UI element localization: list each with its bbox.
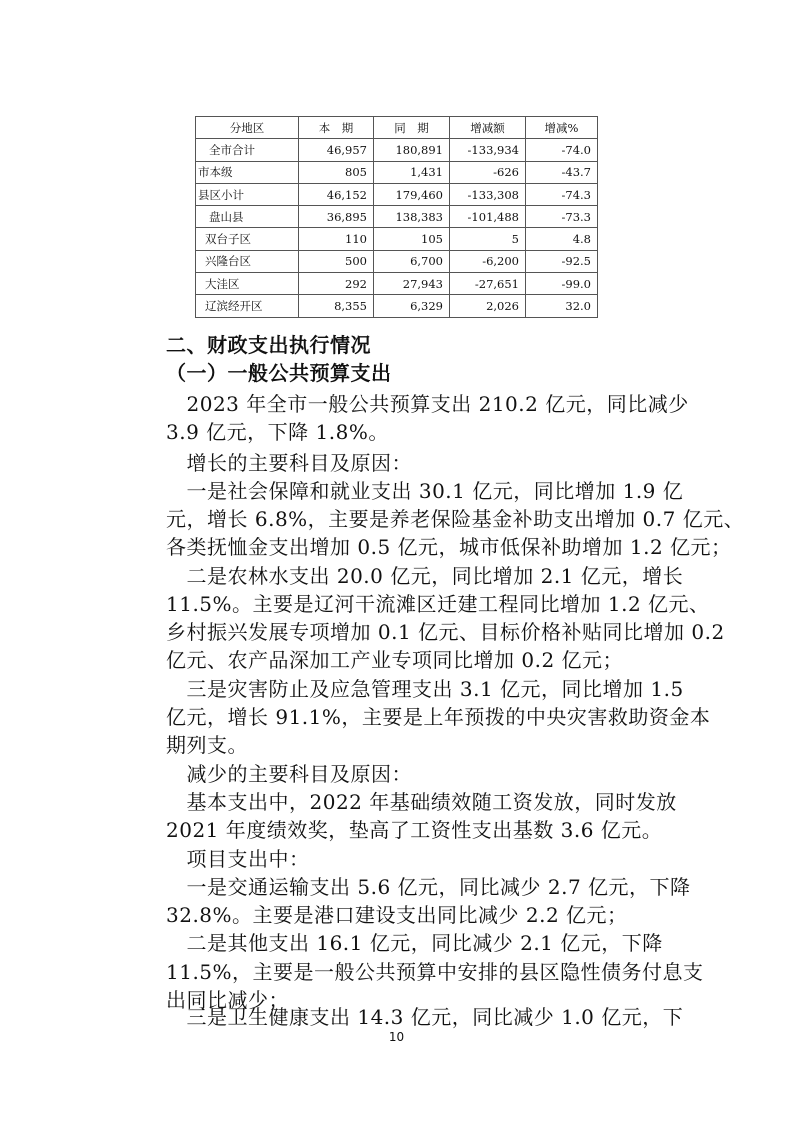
region-name: 大洼区 [196,273,299,295]
current-value: 8,355 [299,295,374,317]
previous-value: 6,329 [374,295,450,317]
region-name: 全市合计 [196,139,299,161]
body-text-line: 三是卫生健康支出 14.3 亿元，同比减少 1.0 亿元，下 [166,1005,684,1029]
body-text-line: 元，增长 6.8%，主要是养老保险基金补助支出增加 0.7 亿元、 [166,507,745,531]
body-text-line: 一是社会保障和就业支出 30.1 亿元，同比增加 1.9 亿 [166,479,684,503]
table-row [196,161,598,183]
current-value: 36,895 [299,206,374,228]
table-row [196,139,598,161]
region-name: 盘山县 [196,206,299,228]
body-text-line: 11.5%，主要是一般公共预算中安排的县区隐性债务付息支 [166,960,704,984]
body-text-line: 增长的主要科目及原因： [166,451,412,475]
change-amount: -27,651 [450,273,526,295]
body-text-line: 各类抚恤金支出增加 0.5 亿元，城市低保补助增加 1.2 亿元； [166,535,732,559]
change-amount: -626 [450,161,526,183]
current-value: 292 [299,273,374,295]
previous-value: 179,460 [374,183,450,205]
section-heading: 二、财政支出执行情况 [166,333,371,357]
body-text-line: 11.5%。主要是辽河干流滩区迁建工程同比增加 1.2 亿元、 [166,592,710,616]
region-name: 兴隆台区 [196,250,299,272]
current-value: 46,152 [299,183,374,205]
body-text-line: 基本支出中，2022 年基础绩效随工资发放，同时发放 [166,790,677,814]
change-amount: -101,488 [450,206,526,228]
table-header-row [196,117,598,139]
previous-value: 105 [374,228,450,250]
current-value: 500 [299,250,374,272]
body-text-line: 3.9 亿元，下降 1.8%。 [166,420,389,444]
region-name: 双台子区 [196,228,299,250]
table-row [196,250,598,272]
change-amount: -133,934 [450,139,526,161]
change-amount: 2,026 [450,295,526,317]
change-percent: 32.0 [526,295,598,317]
col-header-region: 分地区 [196,117,299,139]
region-name: 辽滨经开区 [196,295,299,317]
change-percent: -92.5 [526,250,598,272]
previous-value: 180,891 [374,139,450,161]
body-text-line: 一是交通运输支出 5.6 亿元，同比减少 2.7 亿元，下降 [166,875,691,899]
previous-value: 27,943 [374,273,450,295]
body-text-line: 2023 年全市一般公共预算支出 210.2 亿元，同比减少 [166,392,689,416]
table-row [196,295,598,317]
col-header-change-percent: 增减% [526,117,598,139]
change-percent: -43.7 [526,161,598,183]
body-text-line: 减少的主要科目及原因： [166,762,412,786]
change-amount: -133,308 [450,183,526,205]
current-value: 46,957 [299,139,374,161]
body-text-line: 出同比减少； [166,988,289,1012]
current-value: 805 [299,161,374,183]
col-header-current: 本 期 [299,117,374,139]
subsection-heading: （一）一般公共预算支出 [166,361,392,385]
region-name: 县区小计 [196,183,299,205]
body-text-line: 二是农林水支出 20.0 亿元，同比增加 2.1 亿元，增长 [166,564,684,588]
body-text-line: 期列支。 [166,733,248,757]
change-percent: 4.8 [526,228,598,250]
change-percent: -73.3 [526,206,598,228]
table-row [196,273,598,295]
page-number: 10 [388,1030,405,1044]
previous-value: 6,700 [374,250,450,272]
region-name: 市本级 [196,161,299,183]
body-text-line: 乡村振兴发展专项增加 0.1 亿元、目标价格补贴同比增加 0.2 [166,620,725,644]
body-text-line: 2021 年度绩效奖，垫高了工资性支出基数 3.6 亿元。 [166,818,663,842]
change-percent: -74.3 [526,183,598,205]
table-row [196,183,598,205]
previous-value: 1,431 [374,161,450,183]
col-header-previous: 同 期 [374,117,450,139]
region-revenue-table [195,116,598,318]
change-percent: -74.0 [526,139,598,161]
table-row [196,228,598,250]
body-text-line: 32.8%。主要是港口建设支出同比减少 2.2 亿元； [166,903,628,927]
current-value: 110 [299,228,374,250]
change-amount: 5 [450,228,526,250]
body-text-line: 亿元、农产品深加工产业专项同比增加 0.2 亿元； [166,648,624,672]
previous-value: 138,383 [374,206,450,228]
change-amount: -6,200 [450,250,526,272]
body-text-line: 项目支出中： [166,847,310,871]
change-percent: -99.0 [526,273,598,295]
body-text-line: 亿元，增长 91.1%，主要是上年预拨的中央灾害救助资金本 [166,705,711,729]
table-row [196,206,598,228]
body-text-line: 三是灾害防止及应急管理支出 3.1 亿元，同比增加 1.5 [166,677,684,701]
body-text-line: 二是其他支出 16.1 亿元，同比减少 2.1 亿元，下降 [166,931,663,955]
col-header-change-amount: 增减额 [450,117,526,139]
